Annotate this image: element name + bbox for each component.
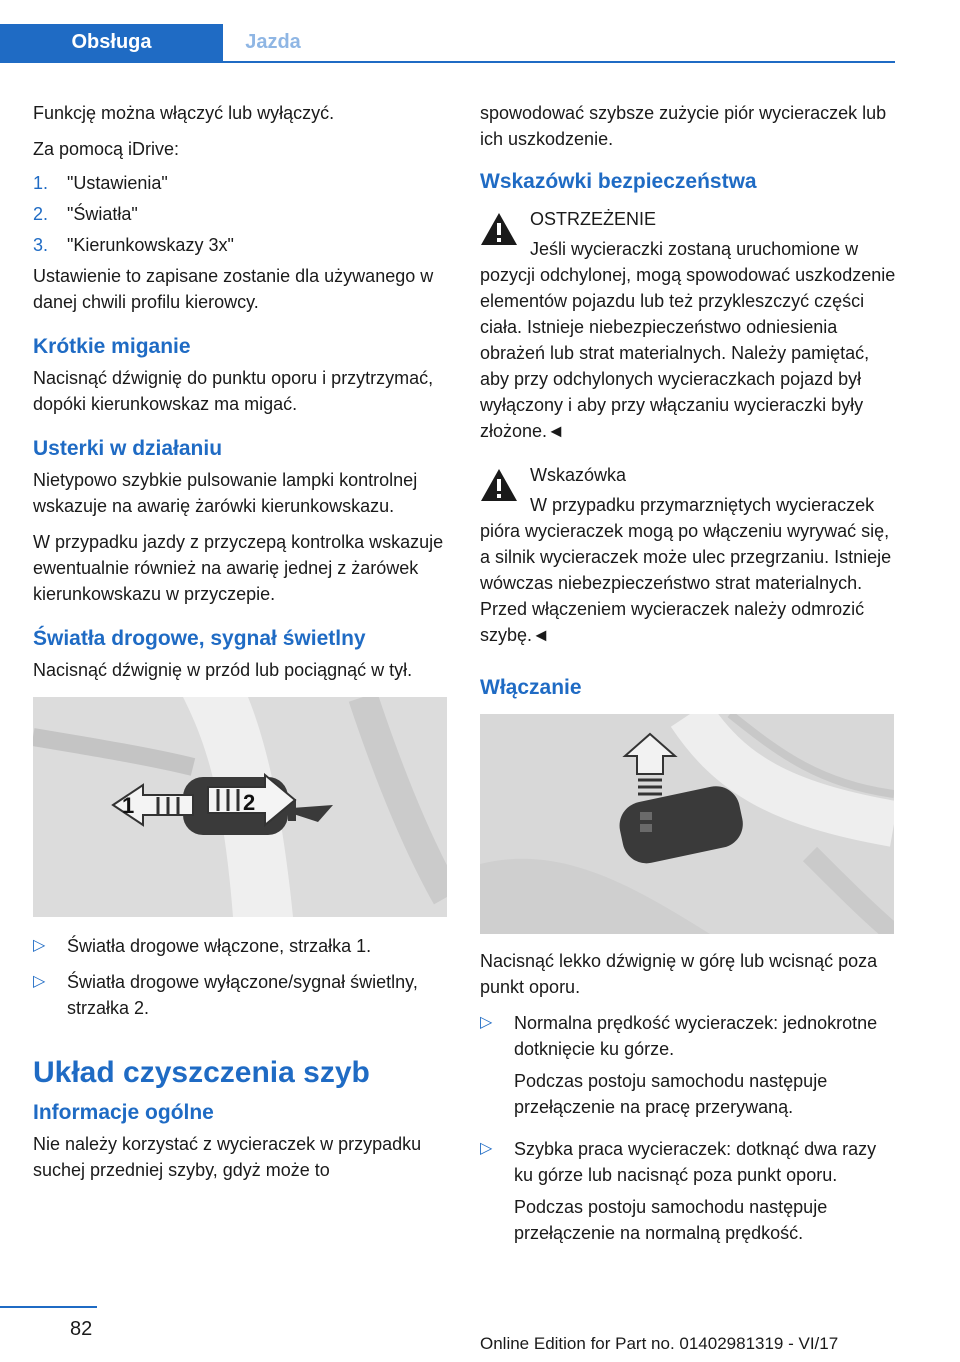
warning-text: Jeśli wycieraczki zostaną uruchomione w pozycji odchylonej, mogą spowodować uszkodzenie elementów pojazdu lub też przykleszczyć części ciała. Istnieje niebezpieczeństwo odniesienia obrażeń lub strat materialnych. Należy pamiętać, aby przy odchylonych wycieraczkach pojazd był wyłączony i aby przy włączaniu wycieraczki były złożone.◄ [480,239,896,441]
page-number: 82 [70,1318,93,1340]
right-column [480,100,900,1262]
step-text: "Światła" [67,204,138,224]
step-item [33,232,453,258]
lever-highbeam-figure [33,697,447,917]
bullet-sub-text: Podczas postoju samochodu następuje przełączenie na normalną prędkość. [514,1197,828,1243]
general-info-text: Nie należy korzystać z wycieraczek w przypadku suchej przedniej szyby, gdyż może to [33,1134,422,1180]
notice-title: Wskazówka [530,465,627,485]
bullet-text: Światła drogowe wyłączone/sygnał świetlny, strzałka 2. [67,972,418,1018]
general-info-heading: Informacje ogólne [33,1101,214,1124]
highbeam-bullets [33,933,453,1021]
wiper-lever-figure [480,714,894,934]
step-number: 3. [33,235,49,255]
warning-triangle-icon [480,468,518,502]
wiper-section-heading: Układ czyszczenia szyb [33,1056,370,1089]
idrive-steps [33,170,453,258]
lever-illustration [33,697,447,917]
left-column [33,100,453,1193]
tab-jazda[interactable]: Jazda [245,31,301,53]
bullet-main-text: Normalna prędkość wycieraczek: jednokrotne dotknięcie ku górze. [514,1013,878,1059]
intro-text: Funkcję można włączyć lub wyłączyć. [33,103,335,123]
step-text: "Kierunkowskazy 3x" [67,235,234,255]
wiper-speed-bullets [480,1010,900,1252]
step-number: 2. [33,204,49,224]
notice-text: W przypadku przymarzniętych wycieraczek pióra wycieraczek mogą po włączeniu wyrywać się, a silnik wycieraczek może ulec przegrzaniu. Istnieje wówczas niebezpieczeństwo strat materialnych. Przed włączeniem wycieraczek należy odmrozić szybę.◄ [480,495,892,645]
step-text: "Ustawienia" [67,173,168,193]
bullet-main-text: Szybka praca wycieraczek: dotknąć dwa razy ku górze lub nacisnąć poza punkt oporu. [514,1139,877,1185]
wiper-lever-illustration [480,714,894,934]
step-number: 1. [33,173,49,193]
triangle-bullet-icon: ▷ [480,1014,493,1031]
short-blink-heading: Krótkie miganie [33,335,191,358]
triangle-bullet-icon: ▷ [33,937,46,954]
short-blink-text: Nacisnąć dźwignię do punktu oporu i przytrzymać, dopóki kierunkowskaz ma migać. [33,368,434,414]
edition-note: Online Edition for Part no. 01402981319 - VI/17 [480,1334,839,1353]
step-item [33,201,453,227]
header-divider [0,61,895,63]
malfunction-text-1: Nietypowo szybkie pulsowanie lampki kontrolnej wskazuje na awarię żarówki kierunkowskazu. [33,470,418,516]
arrow-1-label: 1 [122,793,135,818]
switch-on-text: Nacisnąć lekko dźwignię w górę lub wcisnąć poza punkt oporu. [480,951,878,997]
triangle-bullet-icon: ▷ [33,973,46,990]
safety-heading: Wskazówki bezpieczeństwa [480,170,757,193]
warning-block [480,206,900,444]
continued-text: spowodować szybsze zużycie piór wycieraczek lub ich uszkodzenie. [480,103,887,149]
list-item [33,969,453,1021]
list-item [33,933,453,959]
notice-block [480,462,900,648]
footer-divider [0,1306,97,1308]
warning-title: OSTRZEŻENIE [530,209,657,229]
malfunction-heading: Usterki w działaniu [33,437,223,460]
arrow-2-label: 2 [243,790,256,815]
malfunction-text-2: W przypadku jazdy z przyczepą kontrolka wskazuje ewentualnie również na awarię jednej z żarówek kierunkowskazu w przyczepie. [33,532,444,604]
switch-on-heading: Włączanie [480,676,582,699]
bullet-sub-text: Podczas postoju samochodu następuje przełączenie na pracę przerywaną. [514,1071,828,1117]
tab-obsluga[interactable]: Obsługa [0,24,223,61]
step-item [33,170,453,196]
idrive-text: Za pomocą iDrive: [33,139,180,159]
list-item [480,1136,900,1252]
saved-note: Ustawienie to zapisane zostanie dla używanego w danej chwili profilu kierowcy. [33,266,434,312]
header-tabs [0,0,895,64]
warning-triangle-icon [480,212,518,246]
highbeam-heading: Światła drogowe, sygnał świetlny [33,627,366,650]
highbeam-text: Nacisnąć dźwignię w przód lub pociągnąć w tył. [33,660,413,680]
triangle-bullet-icon: ▷ [480,1140,493,1157]
bullet-text: Światła drogowe włączone, strzałka 1. [67,936,372,956]
list-item [480,1010,900,1126]
